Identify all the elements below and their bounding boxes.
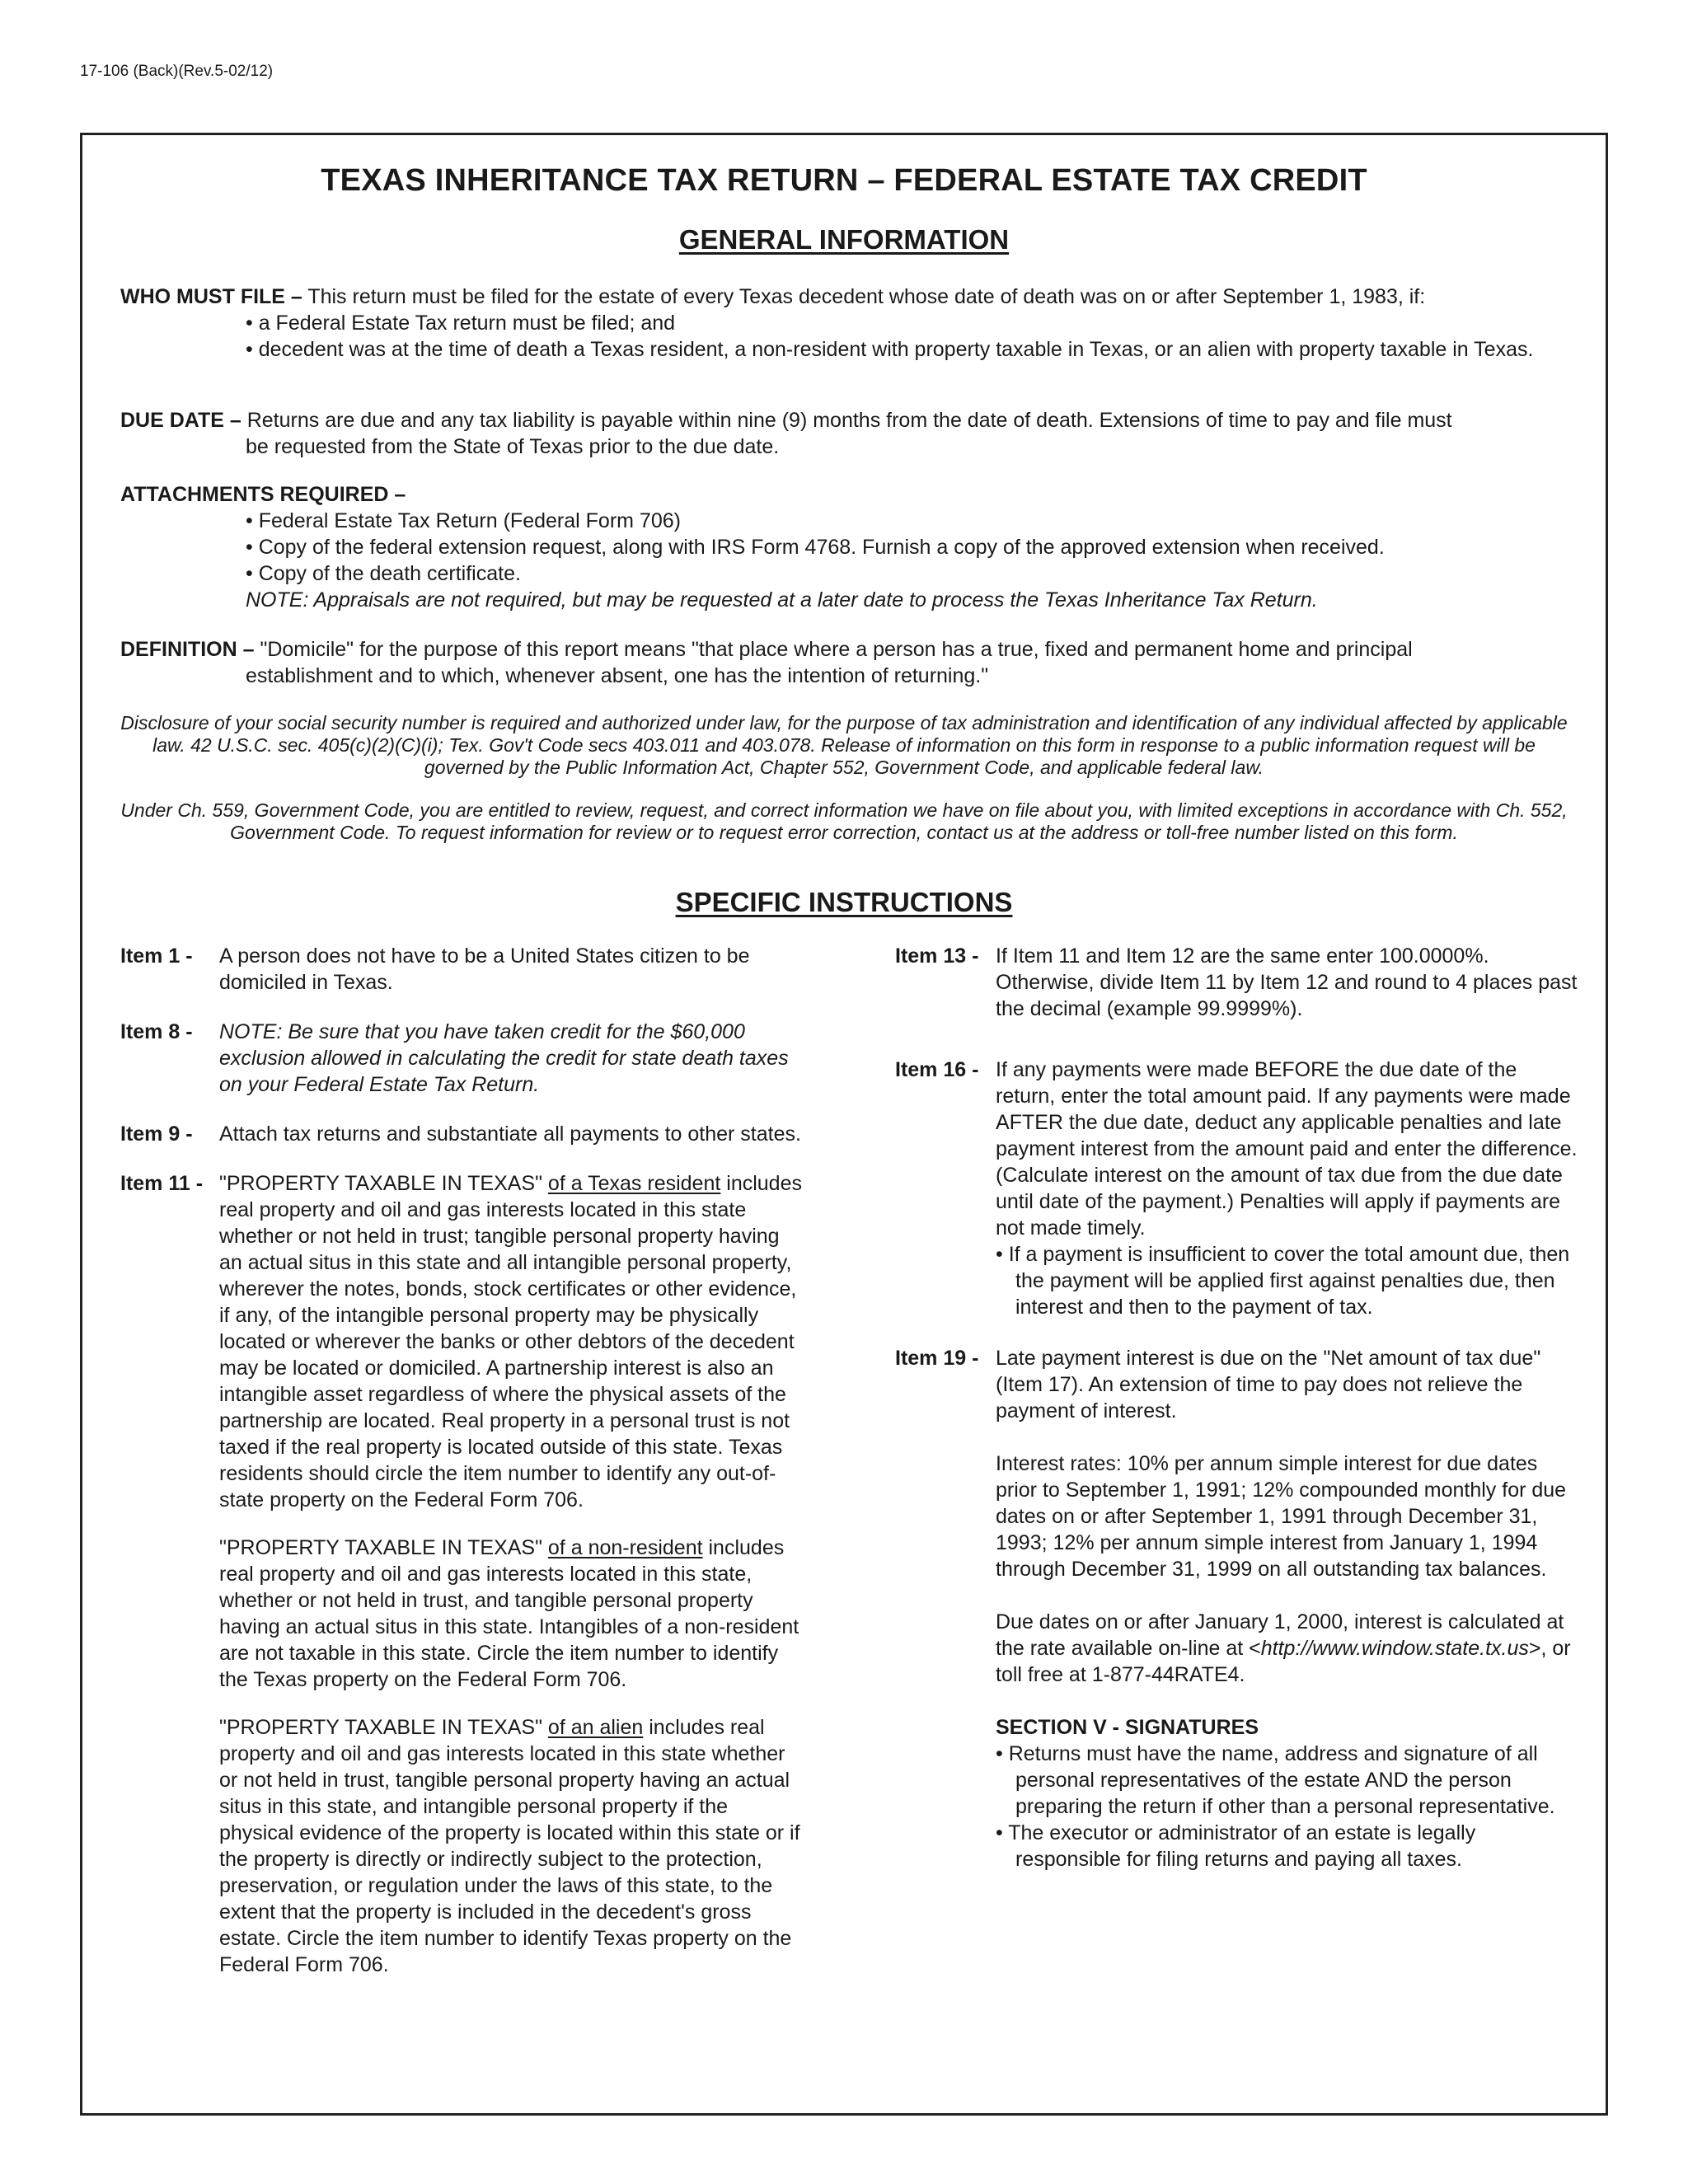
- item-text: NOTE: Be sure that you have taken credit for the $60,000 exclusion allowed in calculating the credit for state death taxes on your Federal Estate Tax Return.: [219, 1020, 789, 1096]
- definition-text-continued: establishment and to which, whenever absent, one has the intention of returning.": [246, 664, 989, 687]
- paragraph-lead: "PROPERTY TAXABLE IN TEXAS": [219, 1172, 548, 1195]
- paragraph-body: >, or toll free at 1-877-44RATE4.: [996, 1637, 1571, 1686]
- paragraph-lead: Due dates on or after January 1, 2000, interest is calculated at the rate available on-line at <: [996, 1610, 1564, 1660]
- interest-online-paragraph: [996, 1609, 1579, 1688]
- signatures-title: SECTION V - SIGNATURES: [996, 1716, 1259, 1739]
- texas-resident-paragraph: [219, 1170, 804, 1513]
- due-date-text: Returns are due and any tax liability is payable within nine (9) months from the date of death. Extensions of time to pay and file must: [241, 409, 1452, 432]
- definition-text: "Domicile" for the purpose of this report means "that place where a person has a true, fixed and permanent home and principal: [254, 638, 1413, 661]
- underlined-term: of a non-resident: [547, 1536, 703, 1559]
- general-information-heading: GENERAL INFORMATION: [678, 224, 1010, 255]
- item-19: [895, 1345, 1579, 1872]
- paragraph-lead: "PROPERTY TAXABLE IN TEXAS": [219, 1716, 548, 1739]
- ssn-disclosure-notice: Disclosure of your social security number is required and authorized under law, for the purpose of tax administration and identification of any individual affected by applicable law. 42 U.S.C. sec. 405(c)(2)(C)(i); Tex. Gov't Code secs 403.011 and 403.078. Release of information on this form in response to a public information request will be governed by the Public Information Act, Chapter 552, Government Code, and applicable federal law.: [120, 712, 1568, 778]
- attachments-label: ATTACHMENTS REQUIRED –: [120, 483, 406, 506]
- privacy-notice: Under Ch. 559, Government Code, you are entitled to review, request, and correct information we have on file about you, with limited exceptions in accordance with Ch. 552, Government Code. To request information for review or to request error correction, contact us at the address or toll-free number listed on this form.: [120, 799, 1568, 843]
- alien-paragraph: [219, 1714, 804, 1978]
- definition-label: DEFINITION –: [120, 638, 255, 661]
- who-must-file-bullet: • a Federal Estate Tax return must be filed; and: [246, 312, 676, 335]
- attachment-bullet: • Federal Estate Tax Return (Federal Form 706): [246, 509, 681, 532]
- item-text: A person does not have to be a United States citizen to be domiciled in Texas.: [219, 944, 750, 994]
- item-16: [895, 1057, 1579, 1320]
- instructions-left-column: [120, 943, 804, 2022]
- item-9: [120, 1121, 804, 1147]
- window-link[interactable]: http://www.window.state.tx.us: [1260, 1637, 1529, 1660]
- non-resident-paragraph: [219, 1535, 804, 1693]
- who-must-file-bullet: • decedent was at the time of death a Texas resident, a non-resident with property taxable in Texas, or an alien with property taxable in Texas.: [246, 338, 1534, 361]
- item-8: [120, 1019, 804, 1098]
- item-text: [996, 1345, 1579, 1872]
- attachment-bullet: • Copy of the death certificate.: [246, 562, 521, 585]
- instructions-frame: [80, 133, 1608, 2116]
- item-11: [120, 1170, 804, 1999]
- late-interest-paragraph: Late payment interest is due on the "Net amount of tax due" (Item 17). An extension of time to pay does not relieve the payment of interest.: [996, 1347, 1541, 1422]
- item-label: Item 16 -: [895, 1058, 979, 1081]
- item-text: [996, 1057, 1579, 1320]
- signature-bullet: • The executor or administrator of an estate is legally responsible for filing returns and paying all taxes.: [996, 1821, 1476, 1871]
- paragraph-body: includes real property and oil and gas interests located in this state whether or not held in trust, tangible personal property having an actual situs in this state, and intangible personal property if the physical evidence of the property is located within this state or if the property is directly or indirectly subject to the protection, preservation, or regulation under the laws of this state, to the extent that the property is included in the decedent's gross estate. Circle the item number to identify Texas property on the Federal Form 706.: [219, 1716, 800, 1976]
- attachments-section: [120, 481, 1568, 613]
- who-must-file-section: [120, 284, 1568, 363]
- due-date-section: [120, 407, 1568, 460]
- paragraph-body: includes real property and oil and gas interests located in this state whether or not held in trust; tangible personal property having an actual situs in this state and all intangible personal property, wherever the notes, bonds, stock certificates or other evidence, if any, of the intangible personal property may be physically located or wherever the banks or other debtors of the decedent may be located or domiciled. A partnership interest is also an intangible asset regardless of where the physical assets of the partnership are located. Real property in a personal trust is not taxed if the real property is located outside of this state. Texas residents should circle the item number to identify any out-of-state property on the Federal Form 706.: [219, 1172, 802, 1511]
- item-label: Item 9 -: [120, 1122, 193, 1146]
- item-label: Item 1 -: [120, 944, 193, 968]
- attachment-bullet: • Copy of the federal extension request, along with IRS Form 4768. Furnish a copy of the approved extension when received.: [246, 536, 1385, 559]
- who-must-file-text: This return must be filed for the estate of every Texas decedent whose date of death was on or after September 1, 1983, if:: [302, 285, 1426, 308]
- interest-rates-paragraph: Interest rates: 10% per annum simple interest for due dates prior to September 1, 1991; 12% compounded monthly for due dates on or after September 1, 1991 through December 31, 1993; 12% per annum simple interest from January 1, 1994 through December 31, 1999 on all outstanding tax balances.: [996, 1452, 1567, 1581]
- who-must-file-label: WHO MUST FILE –: [120, 285, 302, 308]
- item-16-text: If any payments were made BEFORE the due date of the return, enter the total amount paid. If any payments were made AFTER the due date, deduct any applicable penalties and late payment interest from the amount paid and enter the difference. (Calculate interest on the amount of tax due from the due date until date of the payment.) Penalties will apply if payments are not made timely.: [996, 1058, 1578, 1240]
- signature-bullet: • Returns must have the name, address and signature of all personal representatives of the estate AND the person preparing the return if other than a personal representative.: [996, 1742, 1555, 1818]
- underlined-term: of a Texas resident: [547, 1172, 721, 1195]
- specific-instructions-heading: SPECIFIC INSTRUCTIONS: [675, 887, 1013, 917]
- paragraph-lead: "PROPERTY TAXABLE IN TEXAS": [219, 1536, 548, 1559]
- instructions-right-column: [895, 943, 1579, 1896]
- item-text: Attach tax returns and substantiate all payments to other states.: [219, 1122, 801, 1146]
- underlined-term: of an alien: [547, 1716, 644, 1739]
- due-date-text-continued: be requested from the State of Texas prior to the due date.: [246, 435, 780, 458]
- item-label: Item 19 -: [895, 1347, 979, 1370]
- form-number: 17-106 (Back)(Rev.5-02/12): [80, 63, 274, 80]
- due-date-label: DUE DATE –: [120, 409, 241, 432]
- item-label: Item 13 -: [895, 944, 979, 968]
- item-text: [219, 1170, 804, 1999]
- item-text: If Item 11 and Item 12 are the same enter 100.0000%. Otherwise, divide Item 11 by Item 12 and round to 4 places past the decimal (example 99.9999%).: [996, 944, 1578, 1020]
- item-13: [895, 943, 1579, 1022]
- item-16-bullet: • If a payment is insufficient to cover the total amount due, then the payment will be applied first against penalties due, then interest and then to the payment of tax.: [996, 1243, 1570, 1319]
- item-label: Item 8 -: [120, 1020, 193, 1043]
- form-title: TEXAS INHERITANCE TAX RETURN – FEDERAL ESTATE TAX CREDIT: [321, 163, 1367, 198]
- paragraph-body: includes real property and oil and gas interests located in this state, whether or not held in trust, and tangible personal property having an actual situs in this state. Intangibles of a non-resident are not taxable in this state. Circle the item number to identify the Texas property on the Federal Form 706.: [219, 1536, 799, 1691]
- definition-section: [120, 636, 1568, 689]
- item-label: Item 11 -: [120, 1172, 204, 1195]
- item-1: [120, 943, 804, 996]
- attachments-note: NOTE: Appraisals are not required, but may be requested at a later date to process the Texas Inheritance Tax Return.: [246, 588, 1318, 612]
